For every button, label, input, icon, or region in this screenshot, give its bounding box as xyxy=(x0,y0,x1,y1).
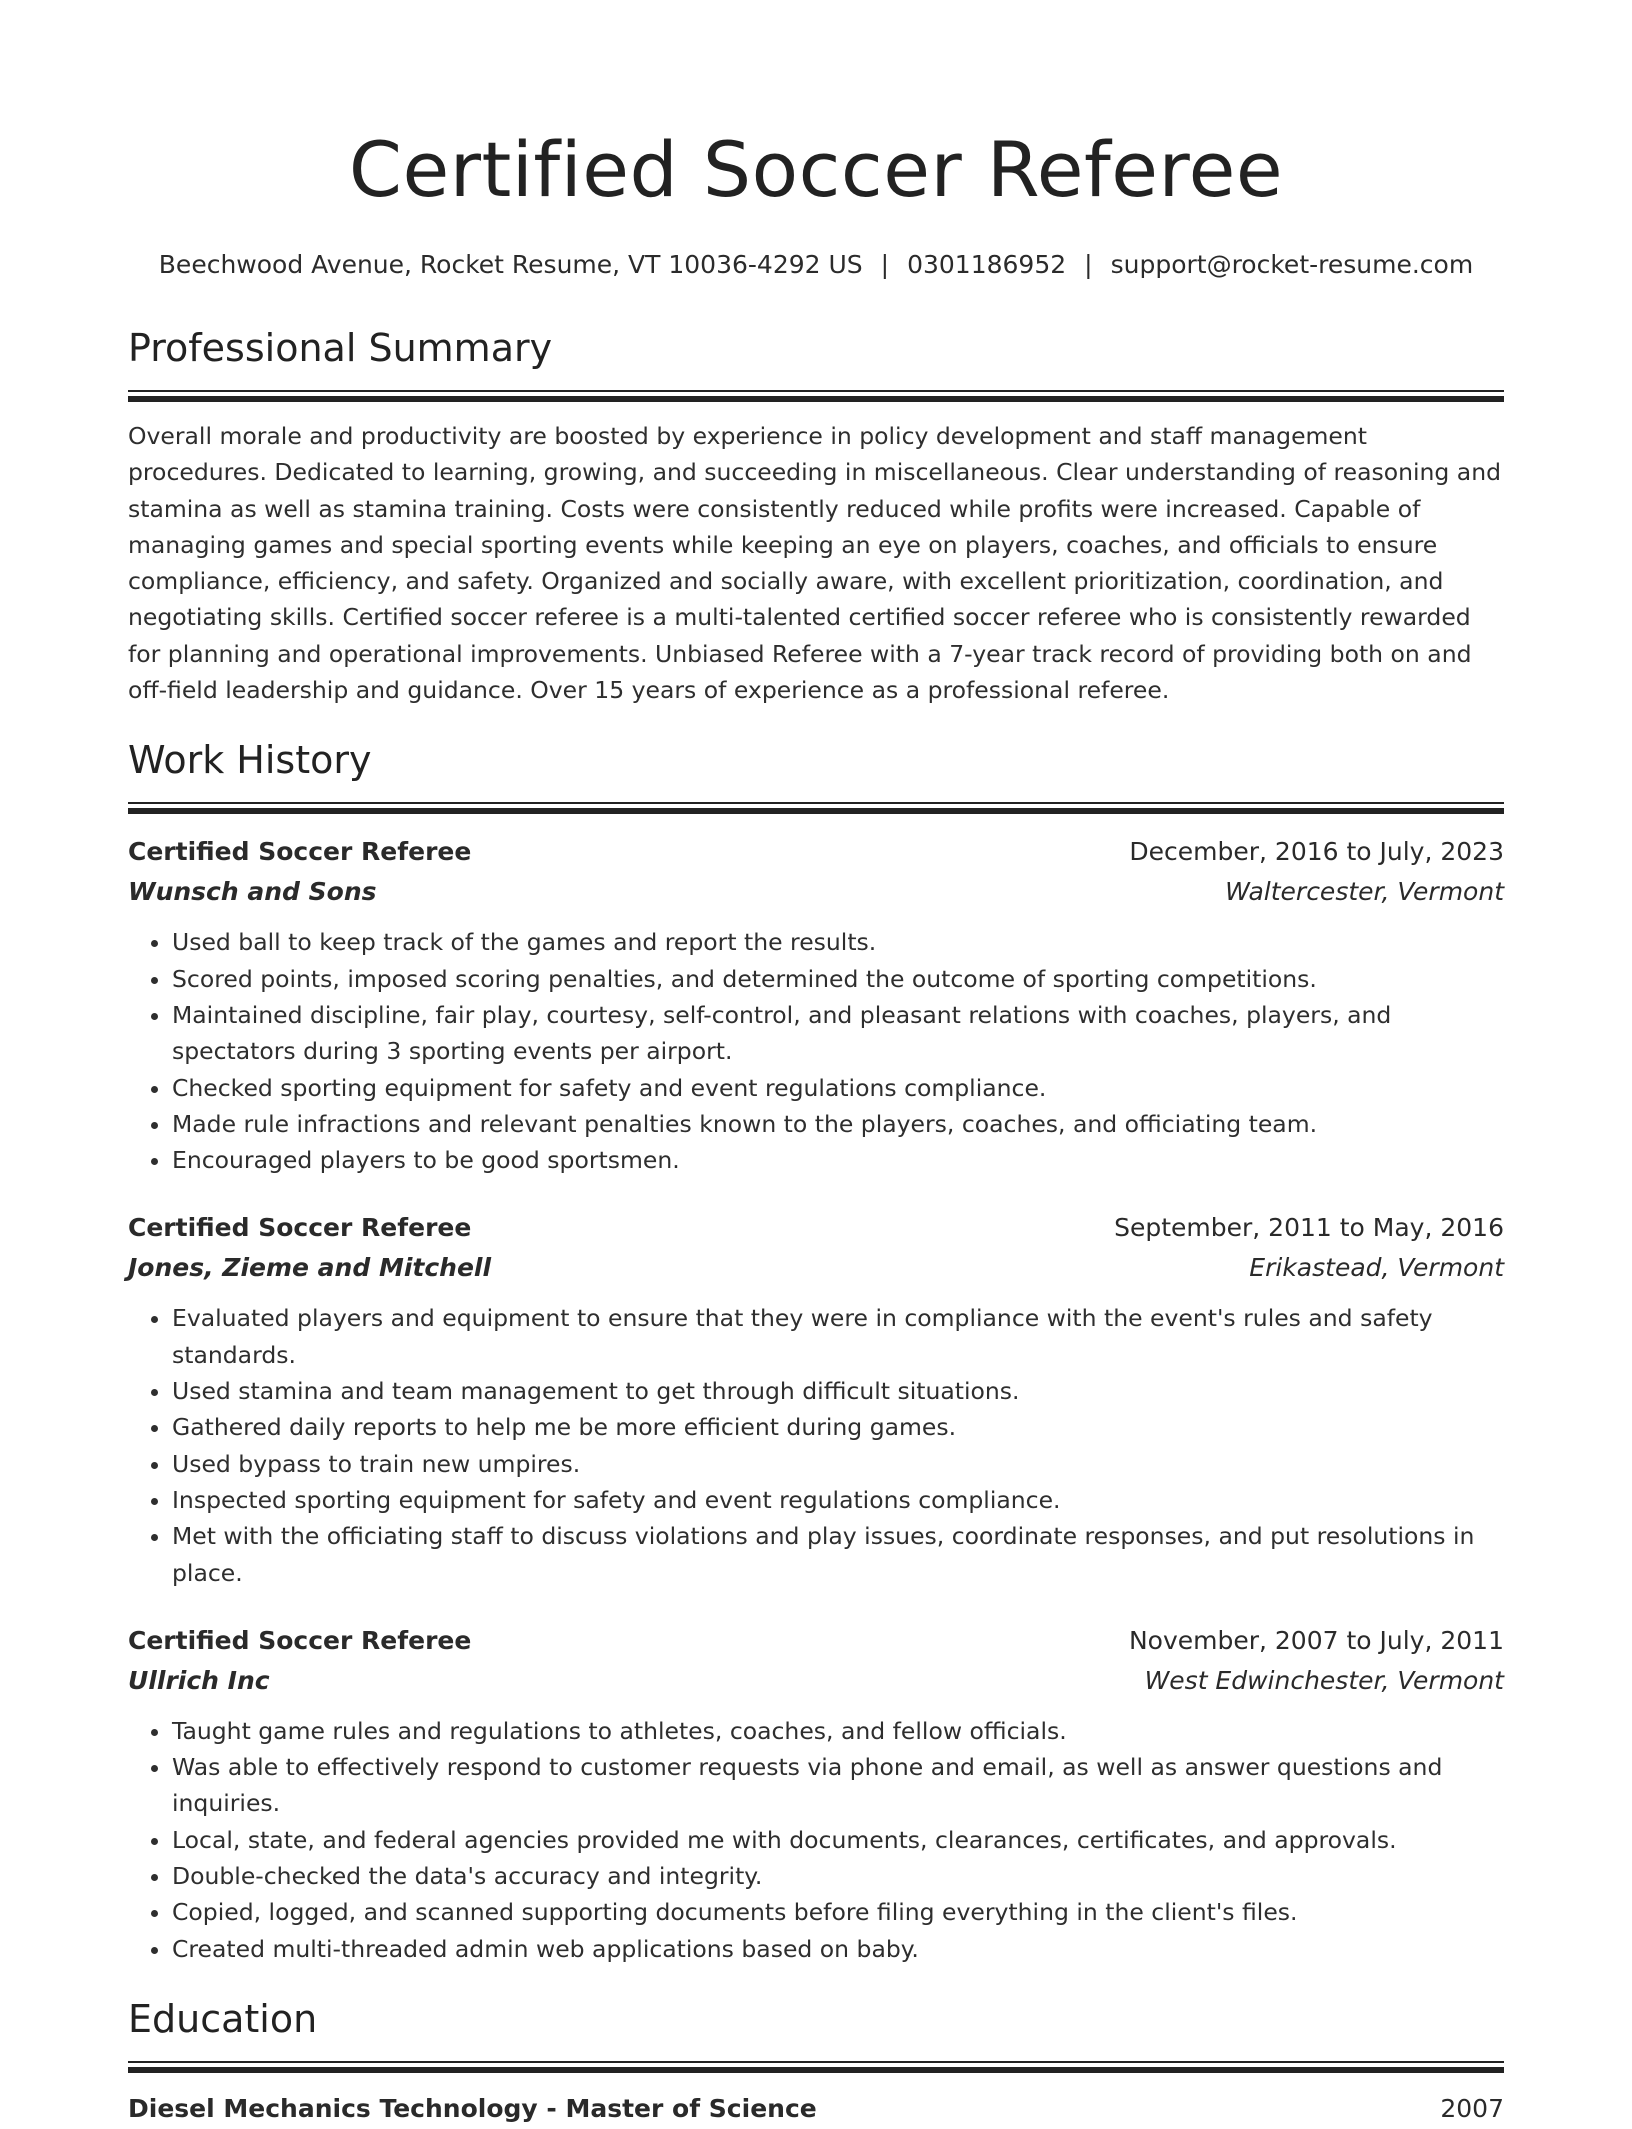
job-location: West Edwinchester, Vermont xyxy=(1144,1665,1504,1695)
job-bullets xyxy=(128,924,1504,1178)
job-bullet: • Copied, logged, and scanned supporting documents before filing everything in the client's files. xyxy=(172,1894,1504,1930)
contact-phone: 0301186952 xyxy=(907,250,1067,279)
job-location: Erikastead, Vermont xyxy=(1249,1253,1504,1283)
job-bullet: • Created multi-threaded admin web applications based on baby. xyxy=(172,1931,1504,1967)
job-bullet: • Checked sporting equipment for safety and event regulations compliance. xyxy=(172,1070,1504,1106)
job-bullets xyxy=(128,1713,1504,1967)
job-bullets xyxy=(128,1300,1504,1590)
contact-line xyxy=(128,248,1504,282)
section-divider xyxy=(128,2061,1504,2073)
job-dates: December, 2016 to July, 2023 xyxy=(1129,837,1504,867)
section-title-education: Education xyxy=(128,1996,318,2041)
job-entry xyxy=(128,1621,1504,1967)
job-company: Wunsch and Sons xyxy=(128,877,377,907)
job-entry xyxy=(128,832,1504,1178)
job-bullet: • Maintained discipline, fair play, courtesy, self-control, and pleasant relations with coaches, players, and spectators during 3 sporting events per airport. xyxy=(172,997,1504,1070)
summary-text: Overall morale and productivity are boosted by experience in policy development and staff management procedures. Dedicated to learning, growing, and succeeding in miscellaneous. Clear understanding of reasoning and stamina as well as stamina training. Costs were consistently reduced while profits were increased. Capable of managing games and special sporting events while keeping an eye on players, coaches, and officials to ensure compliance, efficiency, and safety. Organized and socially aware, with excellent prioritization, coordination, and negotiating skills. Certified soccer referee is a multi-talented certified soccer referee who is consistently rewarded for planning and operational improvements. Unbiased Referee with a 7-year track record of providing both on and off-field leadership and guidance. Over 15 years of experience as a professional referee. xyxy=(128,422,1502,705)
contact-email: support@rocket-resume.com xyxy=(1110,250,1474,279)
job-bullet: • Scored points, imposed scoring penalties, and determined the outcome of sporting competitions. xyxy=(172,961,1504,997)
section-divider xyxy=(128,802,1504,814)
professional-summary-section xyxy=(128,322,1504,708)
job-entry xyxy=(128,1208,1504,1590)
resume-name: Certified Soccer Referee xyxy=(348,125,1284,214)
education-section xyxy=(128,1993,1504,2129)
job-bullet: • Used stamina and team management to get through difficult situations. xyxy=(172,1373,1504,1409)
job-bullet: • Made rule infractions and relevant penalties known to the players, coaches, and officiating team. xyxy=(172,1106,1504,1142)
contact-address: Beechwood Avenue, Rocket Resume, VT 10036-4292 US xyxy=(158,250,863,279)
job-bullet: • Met with the officiating staff to discuss violations and play issues, coordinate responses, and put resolutions in place. xyxy=(172,1518,1504,1591)
job-company: Ullrich Inc xyxy=(128,1665,270,1695)
job-bullet: • Was able to effectively respond to customer requests via phone and email, as well as answer questions and inquiries. xyxy=(172,1749,1504,1822)
job-bullet: • Used bypass to train new umpires. xyxy=(172,1446,1504,1482)
job-bullet: • Evaluated players and equipment to ensure that they were in compliance with the event's rules and safety standards. xyxy=(172,1300,1504,1373)
job-bullet: • Encouraged players to be good sportsmen. xyxy=(172,1142,1504,1178)
job-title: Certified Soccer Referee xyxy=(128,1625,472,1655)
job-dates: November, 2007 to July, 2011 xyxy=(1128,1625,1504,1655)
education-year: 2007 xyxy=(1440,2093,1504,2123)
job-location: Waltercester, Vermont xyxy=(1225,877,1504,907)
job-bullet: • Gathered daily reports to help me be more efficient during games. xyxy=(172,1409,1504,1445)
contact-separator: | xyxy=(880,250,890,279)
section-divider xyxy=(128,390,1504,402)
work-history-section xyxy=(128,734,1504,1967)
job-bullet: • Taught game rules and regulations to athletes, coaches, and fellow officials. xyxy=(172,1713,1504,1749)
job-bullet: • Inspected sporting equipment for safety and event regulations compliance. xyxy=(172,1482,1504,1518)
job-title: Certified Soccer Referee xyxy=(128,1213,472,1243)
contact-separator: | xyxy=(1084,250,1093,279)
job-bullet: • Used ball to keep track of the games and report the results. xyxy=(172,924,1504,960)
job-bullet: • Double-checked the data's accuracy and integrity. xyxy=(172,1858,1504,1894)
job-title: Certified Soccer Referee xyxy=(128,837,472,867)
section-title-work: Work History xyxy=(128,738,372,783)
resume-page xyxy=(128,0,1504,2129)
job-company: Jones, Zieme and Mitchell xyxy=(128,1253,492,1283)
education-degree: Diesel Mechanics Technology - Master of Science xyxy=(128,2093,817,2123)
education-entry xyxy=(128,2089,1504,2129)
job-bullet: • Local, state, and federal agencies provided me with documents, clearances, certificates, and approvals. xyxy=(172,1822,1504,1858)
job-dates: September, 2011 to May, 2016 xyxy=(1114,1213,1504,1243)
section-title-summary: Professional Summary xyxy=(128,326,553,370)
